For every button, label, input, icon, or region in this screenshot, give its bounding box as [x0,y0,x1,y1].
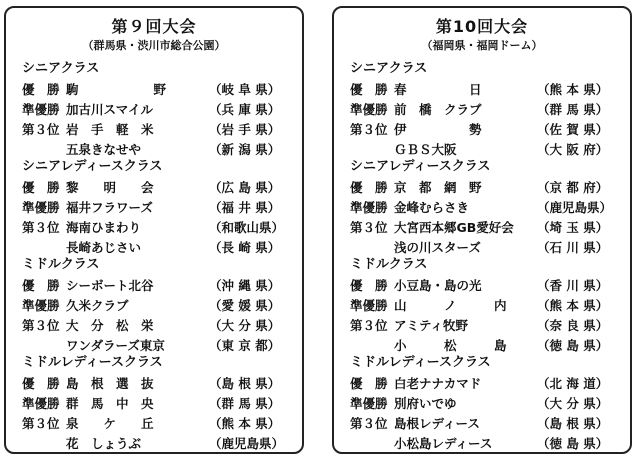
result-row [350,295,622,315]
prefecture: （島 根 県） [537,416,609,431]
class-section-middle [350,256,622,355]
team-name: 前 橋 クラブ [394,102,482,117]
prefecture: （香 川 県） [537,278,609,293]
team-name: 群 馬 中 央 [66,396,154,411]
result-row [350,315,622,335]
result-row [350,275,622,295]
team-name: 浅の川スターズ [394,240,481,255]
team-name: 小豆島・島の光 [394,278,482,293]
team-name: 長崎あじさい [66,240,142,255]
prefecture: （埼 玉 県） [537,220,609,235]
prefecture: （岩 手 県） [209,122,281,137]
rank-label: 第３位 [350,122,388,137]
class-title: ミドルレディースクラス [22,355,163,370]
prefecture: （和歌山県） [209,220,285,235]
result-row [22,139,294,159]
rank-label: 優 勝 [350,278,388,293]
class-section-middle-ladies [22,354,294,453]
rank-label: 第３位 [350,416,388,431]
rank-label: 準優勝 [350,200,388,215]
result-row [350,119,622,139]
team-name: 大宮西本郷GB愛好会 [394,220,514,235]
rank-label: 準優勝 [22,298,60,313]
result-row [22,99,294,119]
result-row [22,275,294,295]
rank-label: 準優勝 [22,396,60,411]
team-name: 加古川スマイル [66,102,154,117]
prefecture: （群 馬 県） [209,396,281,411]
prefecture: （島 根 県） [209,376,281,391]
result-row [350,335,622,355]
team-name: 大 分 松 栄 [66,318,154,333]
rank-label: 優 勝 [22,376,60,391]
team-name: 山 ノ 内 [394,298,507,313]
prefecture: （熊 本 県） [537,82,609,97]
team-name: アミティ牧野 [394,318,469,333]
result-row [22,393,294,413]
prefecture: （岐 阜 県） [209,82,281,97]
rank-label: 優 勝 [22,82,60,97]
panel-title: 第10回大会 [435,17,529,36]
result-row [22,335,294,355]
result-row [22,433,294,453]
rank-label: 第３位 [22,220,60,235]
rank-label: 準優勝 [350,298,388,313]
result-row [350,413,622,433]
team-name: 島根レディース [394,416,480,431]
team-name: 白老ナナカマド [394,376,482,391]
prefecture: （熊 本 県） [209,416,281,431]
prefecture: （沖 縄 県） [209,278,281,293]
prefecture: （東 京 都） [209,338,281,353]
result-row [22,373,294,393]
result-row [350,99,622,119]
class-title: シニアレディースクラス [350,159,491,174]
prefecture: （鹿児島県） [209,436,285,451]
rank-label: 第３位 [350,220,388,235]
result-row [22,295,294,315]
team-name: 京 都 網 野 [394,180,482,195]
team-name: 春 日 [394,82,482,97]
result-row [350,217,622,237]
team-name: シーボート北谷 [66,278,154,293]
rank-label: 第３位 [22,416,60,431]
result-row [350,433,622,453]
result-row [22,119,294,139]
prefecture: （北 海 道） [537,376,609,391]
result-row [22,217,294,237]
result-row [350,373,622,393]
rank-label: 優 勝 [350,82,388,97]
class-title: シニアレディースクラス [22,159,163,174]
class-title: ミドルレディースクラス [350,355,491,370]
result-row [22,237,294,257]
prefecture: （徳 島 県） [537,338,609,353]
rank-label: 優 勝 [22,180,60,195]
result-row [22,413,294,433]
tournament-panel-10th [332,6,632,454]
class-title: シニアクラス [22,61,100,76]
prefecture: （佐 賀 県） [537,122,609,137]
panel-venue: （福岡県・福岡ドーム） [421,39,543,52]
prefecture: （福 井 県） [209,200,281,215]
result-row [22,315,294,335]
rank-label: 優 勝 [22,278,60,293]
team-name: 金峰むらさき [394,200,470,215]
class-section-middle [22,256,294,355]
prefecture: （愛 媛 県） [209,298,281,313]
result-row [350,79,622,99]
rank-label: 第３位 [350,318,388,333]
team-name: 小松島レディース [394,436,493,451]
prefecture: （兵 庫 県） [209,102,281,117]
team-name: 泉 ケ 丘 [66,416,154,431]
team-name: 五泉きなせや [66,142,142,157]
result-row [350,139,622,159]
team-name: ワンダラーズ東京 [66,338,165,353]
rank-label: 準優勝 [22,200,60,215]
prefecture: （広 島 県） [209,180,281,195]
class-title: ミドルクラス [22,257,100,272]
team-name: 花 しょうぶ [66,436,142,451]
panel-venue: （群馬県・渋川市総合公園） [82,39,226,52]
prefecture: （京 都 府） [537,180,609,195]
class-section-senior-ladies [22,158,294,257]
rank-label: 優 勝 [350,180,388,195]
rank-label: 準優勝 [350,396,388,411]
tournament-panel-9th [4,6,304,454]
rank-label: 第３位 [22,122,60,137]
result-row [22,177,294,197]
class-section-senior [22,60,294,159]
prefecture: （大 阪 府） [537,142,609,157]
rank-label: 準優勝 [22,102,60,117]
team-name: 島 根 選 抜 [66,376,154,391]
team-name: 海南ひまわり [66,220,142,235]
team-name: 駒 野 [66,82,167,97]
prefecture: （大 分 県） [537,396,609,411]
prefecture: （長 崎 県） [209,240,281,255]
prefecture: （大 分 県） [209,318,281,333]
result-row [350,197,622,217]
result-row [22,79,294,99]
prefecture: （鹿児島県） [537,200,613,215]
prefecture: （石 川 県） [537,240,609,255]
team-name: ＧＢＳ大阪 [394,142,457,157]
team-name: 久米クラブ [66,298,129,313]
rank-label: 優 勝 [350,376,388,391]
team-name: 福井フラワーズ [66,200,153,215]
class-section-senior-ladies [350,158,622,257]
panel-title: 第９回大会 [111,17,197,36]
result-row [350,177,622,197]
team-name: 別府いでゆ [394,396,457,411]
class-section-senior [350,60,622,159]
prefecture: （徳 島 県） [537,436,609,451]
prefecture: （奈 良 県） [537,318,609,333]
team-name: 小 松 島 [394,338,507,353]
rank-label: 準優勝 [350,102,388,117]
rank-label: 第３位 [22,318,60,333]
team-name: 黎 明 会 [66,180,154,195]
result-row [350,237,622,257]
prefecture: （新 潟 県） [209,142,281,157]
prefecture: （熊 本 県） [537,298,609,313]
class-section-middle-ladies [350,354,622,453]
result-row [22,197,294,217]
team-name: 岩 手 軽 米 [66,122,154,137]
class-title: ミドルクラス [350,257,428,272]
team-name: 伊 勢 [394,122,482,137]
class-title: シニアクラス [350,61,428,76]
result-row [350,393,622,413]
prefecture: （群 馬 県） [537,102,609,117]
